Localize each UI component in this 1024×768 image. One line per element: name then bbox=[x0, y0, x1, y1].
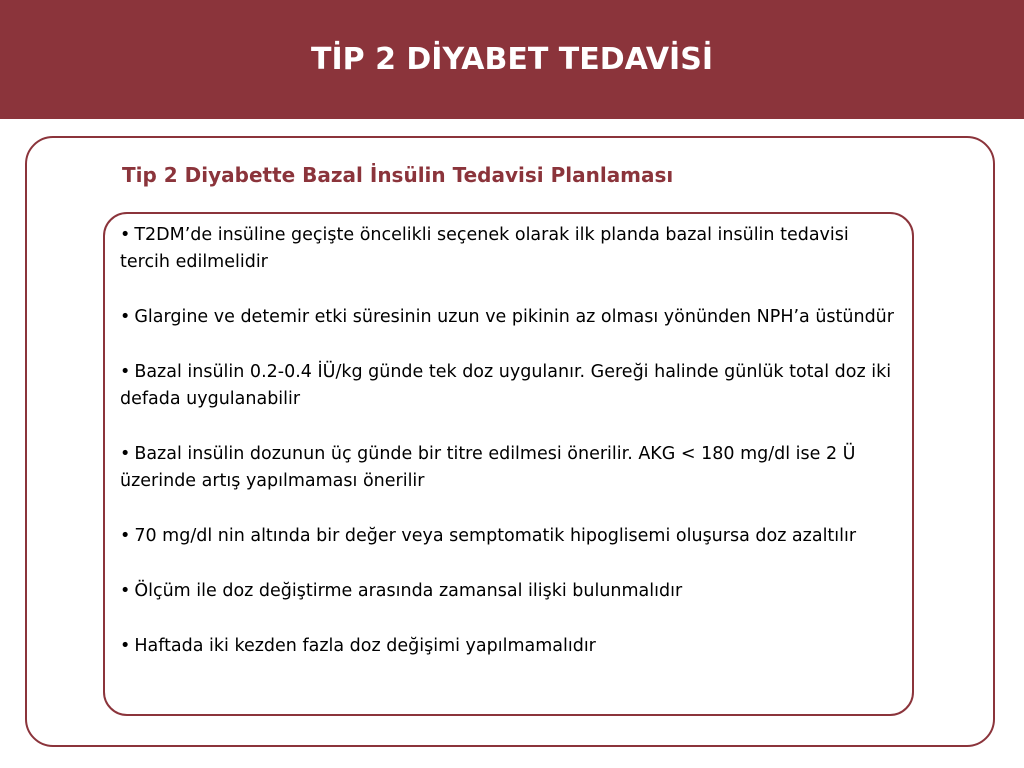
bullet-text: Bazal insülin dozunun üç günde bir titre edilmesi önerilir. AKG < 180 mg/dl ise 2 Ü üzerinde artış yapılmaması önerilir bbox=[120, 444, 856, 491]
list-item bbox=[120, 578, 900, 605]
bullet-icon: • bbox=[120, 362, 131, 382]
bullet-icon: • bbox=[120, 307, 131, 327]
list-item bbox=[120, 441, 900, 495]
bullet-list bbox=[120, 222, 900, 660]
bullet-icon: • bbox=[120, 636, 131, 656]
bullet-icon: • bbox=[120, 444, 131, 464]
bullet-text: Haftada iki kezden fazla doz değişimi yapılmamalıdır bbox=[134, 636, 596, 656]
list-item bbox=[120, 222, 900, 276]
section-subtitle: Tip 2 Diyabette Bazal İnsülin Tedavisi Planlaması bbox=[122, 163, 674, 187]
list-item bbox=[120, 359, 900, 413]
bullet-text: Bazal insülin 0.2-0.4 İÜ/kg günde tek doz uygulanır. Gereği halinde günlük total doz iki defada uygulanabilir bbox=[120, 362, 892, 409]
bullet-icon: • bbox=[120, 581, 131, 601]
list-item bbox=[120, 304, 900, 331]
bullet-text: Glargine ve detemir etki süresinin uzun ve pikinin az olması yönünden NPH’a üstündür bbox=[134, 307, 894, 327]
list-item bbox=[120, 633, 900, 660]
bullet-text: T2DM’de insüline geçişte öncelikli seçenek olarak ilk planda bazal insülin tedavisi tercih edilmelidir bbox=[120, 225, 849, 272]
bullet-icon: • bbox=[120, 526, 131, 546]
bullet-text: 70 mg/dl nin altında bir değer veya semptomatik hipoglisemi oluşursa doz azaltılır bbox=[134, 526, 857, 546]
bullet-text: Ölçüm ile doz değiştirme arasında zamansal ilişki bulunmalıdır bbox=[134, 581, 683, 601]
page-title: TİP 2 DİYABET TEDAVİSİ bbox=[311, 42, 713, 77]
list-item bbox=[120, 523, 900, 550]
bullet-icon: • bbox=[120, 225, 131, 245]
